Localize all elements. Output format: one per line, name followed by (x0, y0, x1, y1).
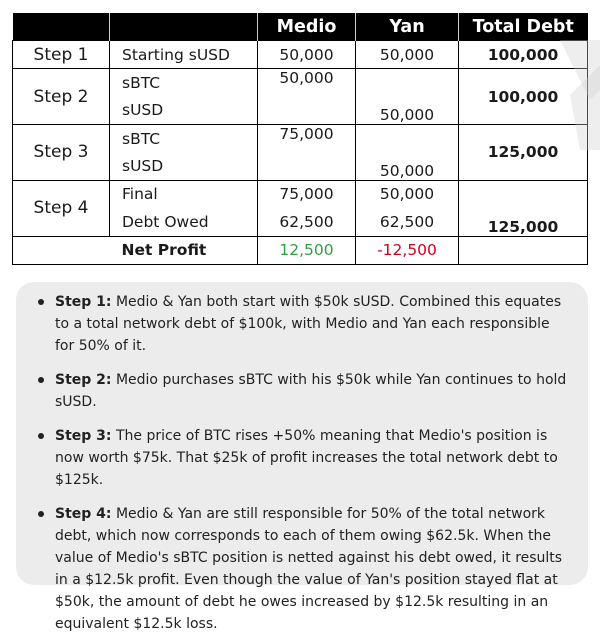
table-row (13, 180, 588, 208)
medio-value: 62,500 (258, 208, 356, 236)
total-debt-value: 100,000 (459, 69, 588, 125)
bullet-icon (38, 377, 44, 383)
total-debt-value: 125,000 (459, 125, 588, 181)
list-item (38, 503, 568, 635)
watermark-icon (540, 40, 600, 150)
list-item (38, 291, 568, 357)
list-item (38, 369, 568, 413)
note-title: Step 3: (55, 428, 112, 444)
header-label (110, 13, 258, 41)
yan-net-profit: -12,500 (356, 236, 459, 264)
table-row (13, 41, 588, 69)
header-step (13, 13, 110, 41)
header-yan: Yan (356, 13, 459, 41)
yan-value: 62,500 (356, 208, 459, 236)
debt-table (12, 13, 588, 265)
header-medio: Medio (258, 13, 356, 41)
net-profit-label: Net Profit (110, 236, 258, 264)
medio-value: 50,000 (258, 41, 356, 69)
step-label: Step 3 (13, 125, 110, 181)
row-label: sBTC (110, 69, 258, 97)
medio-net-profit: 12,500 (258, 236, 356, 264)
note-title: Step 1: (55, 294, 112, 310)
note-title: Step 2: (55, 372, 112, 388)
note-text: The price of BTC rises +50% meaning that Medio's position is now worth $75k. That $25k of profit increases the total network debt to $125k. (55, 428, 558, 488)
yan-value: 50,000 (356, 41, 459, 69)
table-header-row (13, 13, 588, 41)
row-label: Debt Owed (122, 212, 209, 231)
yan-value: 50,000 (356, 125, 459, 181)
list-item (38, 425, 568, 491)
bullet-icon (38, 299, 44, 305)
note-text: Medio & Yan both start with $50k sUSD. Combined this equates to a total network debt of $100k, with Medio and Yan each responsible for 50% of it. (55, 294, 562, 354)
empty-cell (459, 236, 588, 264)
step-label: Step 4 (13, 180, 110, 236)
medio-value: 50,000 (258, 69, 356, 125)
table-row (13, 69, 588, 97)
bullet-icon (38, 511, 44, 517)
total-debt-value: 100,000 (459, 41, 588, 69)
explanation-panel (16, 282, 588, 632)
medio-value: 75,000 (258, 180, 356, 208)
table-row (13, 125, 588, 153)
note-title: Step 4: (55, 506, 112, 522)
step-label: Step 1 (13, 41, 110, 69)
row-label: sBTC (110, 125, 258, 153)
note-text: Medio purchases sBTC with his $50k while Yan continues to hold sUSD. (55, 372, 567, 410)
empty-cell (13, 236, 110, 264)
row-label: sUSD (122, 101, 164, 120)
header-total-debt: Total Debt (459, 13, 588, 41)
note-text: Medio & Yan are still responsible for 50% of the total network debt, which now corresponds to each of them owing $62.5k. When the value of Medio's sBTC position is netted against his debt owed, it results in a $12.5k profit. Even though the value of Yan's position stayed flat at $50k, the amount of debt he owes increased by $12.5k resulting in an equivalent $12.5k loss. (55, 506, 563, 632)
yan-value: 50,000 (356, 180, 459, 208)
step-label: Step 2 (13, 69, 110, 125)
row-label: Starting sUSD (110, 41, 258, 69)
explanation-list (38, 291, 568, 635)
net-profit-row (13, 236, 588, 264)
row-label: Final (110, 180, 258, 208)
medio-value: 75,000 (258, 125, 356, 181)
row-label: sUSD (122, 157, 164, 176)
bullet-icon (38, 433, 44, 439)
yan-value: 50,000 (356, 69, 459, 125)
total-debt-value: 125,000 (459, 180, 588, 236)
